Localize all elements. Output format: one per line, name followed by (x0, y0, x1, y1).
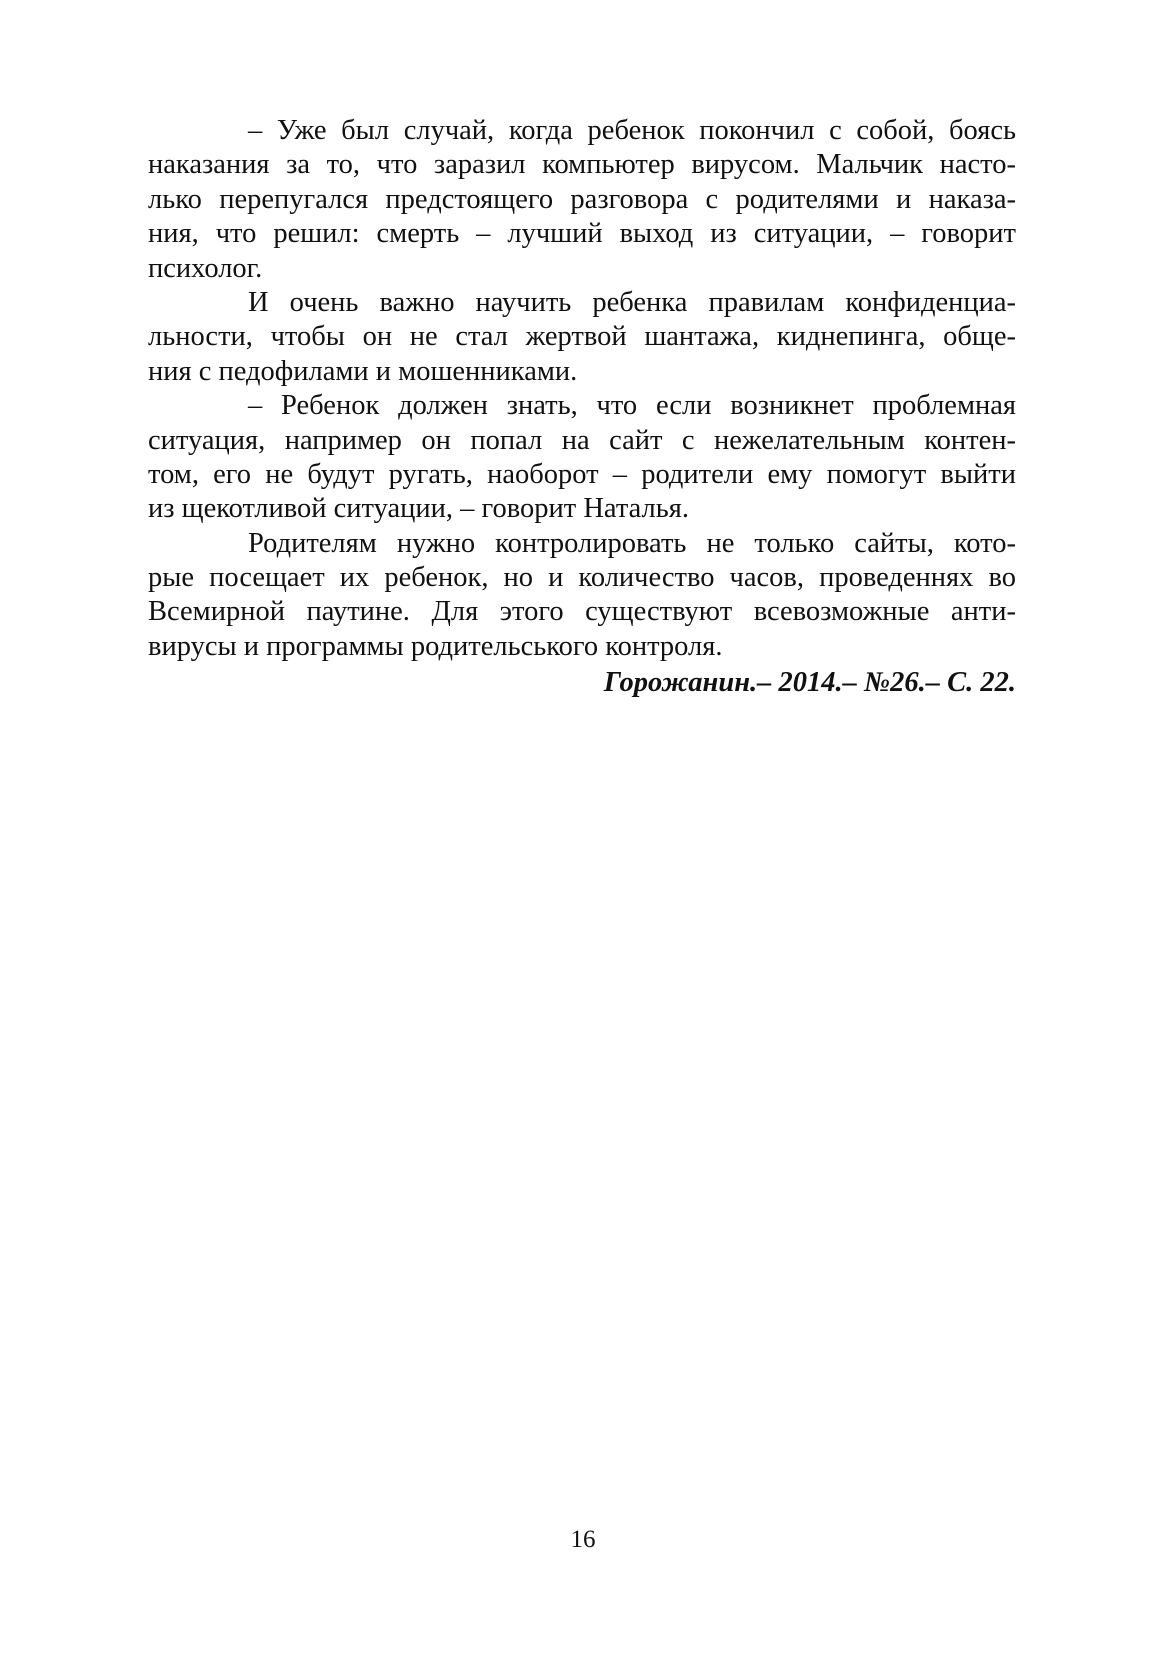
paragraph-line: Родителям нужно контролировать не только сайты, кото- (248, 527, 1016, 559)
paragraph-line: том, его не будут ругать, наоборот – родители ему помогут выйти (148, 458, 1016, 490)
paragraph-line: вирусы и программы родительського контроля. (148, 630, 723, 662)
paragraph-3 (148, 389, 1016, 527)
paragraph-line: ситуация, например он попал на сайт с нежелательным контен- (148, 424, 1016, 456)
paragraph-line: ния с педофилами и мошенниками. (148, 355, 578, 387)
paragraph-line: ния, что решил: смерть – лучший выход из ситуации, – говорит (148, 218, 1016, 250)
paragraph-line: Всемирной паутине. Для этого существуют всевозможные анти- (148, 596, 1016, 628)
paragraph-1 (148, 114, 1016, 286)
paragraph-line: лько перепугался предстоящего разговора с родителями и наказа- (148, 183, 1016, 215)
page-number: 16 (570, 1526, 596, 1553)
paragraph-line: из щекотливой ситуации, – говорит Наталья. (148, 493, 689, 525)
paragraph-line: – Уже был случай, когда ребенок покончил с собой, боясь (248, 115, 1016, 146)
paragraph-2 (148, 286, 1016, 389)
article-text (148, 114, 1016, 701)
source-citation: Горожанин.– 2014.– №26.– С. 22. (603, 667, 1016, 699)
paragraph-4 (148, 527, 1016, 665)
paragraph-line: – Ребенок должен знать, что если возникнет проблемная (248, 390, 1016, 422)
paragraph-line: наказания за то, что заразил компьютер вирусом. Мальчик насто- (148, 149, 1016, 181)
paragraph-line: психолог. (148, 252, 263, 284)
paragraph-line: И очень важно научить ребенка правилам конфиденциа- (248, 286, 1016, 318)
paragraph-line: льности, чтобы он не стал жертвой шантажа, киднепинга, обще- (148, 321, 1016, 353)
paragraph-line: рые посещает их ребенок, но и количество часов, проведеннях во (148, 562, 1016, 594)
